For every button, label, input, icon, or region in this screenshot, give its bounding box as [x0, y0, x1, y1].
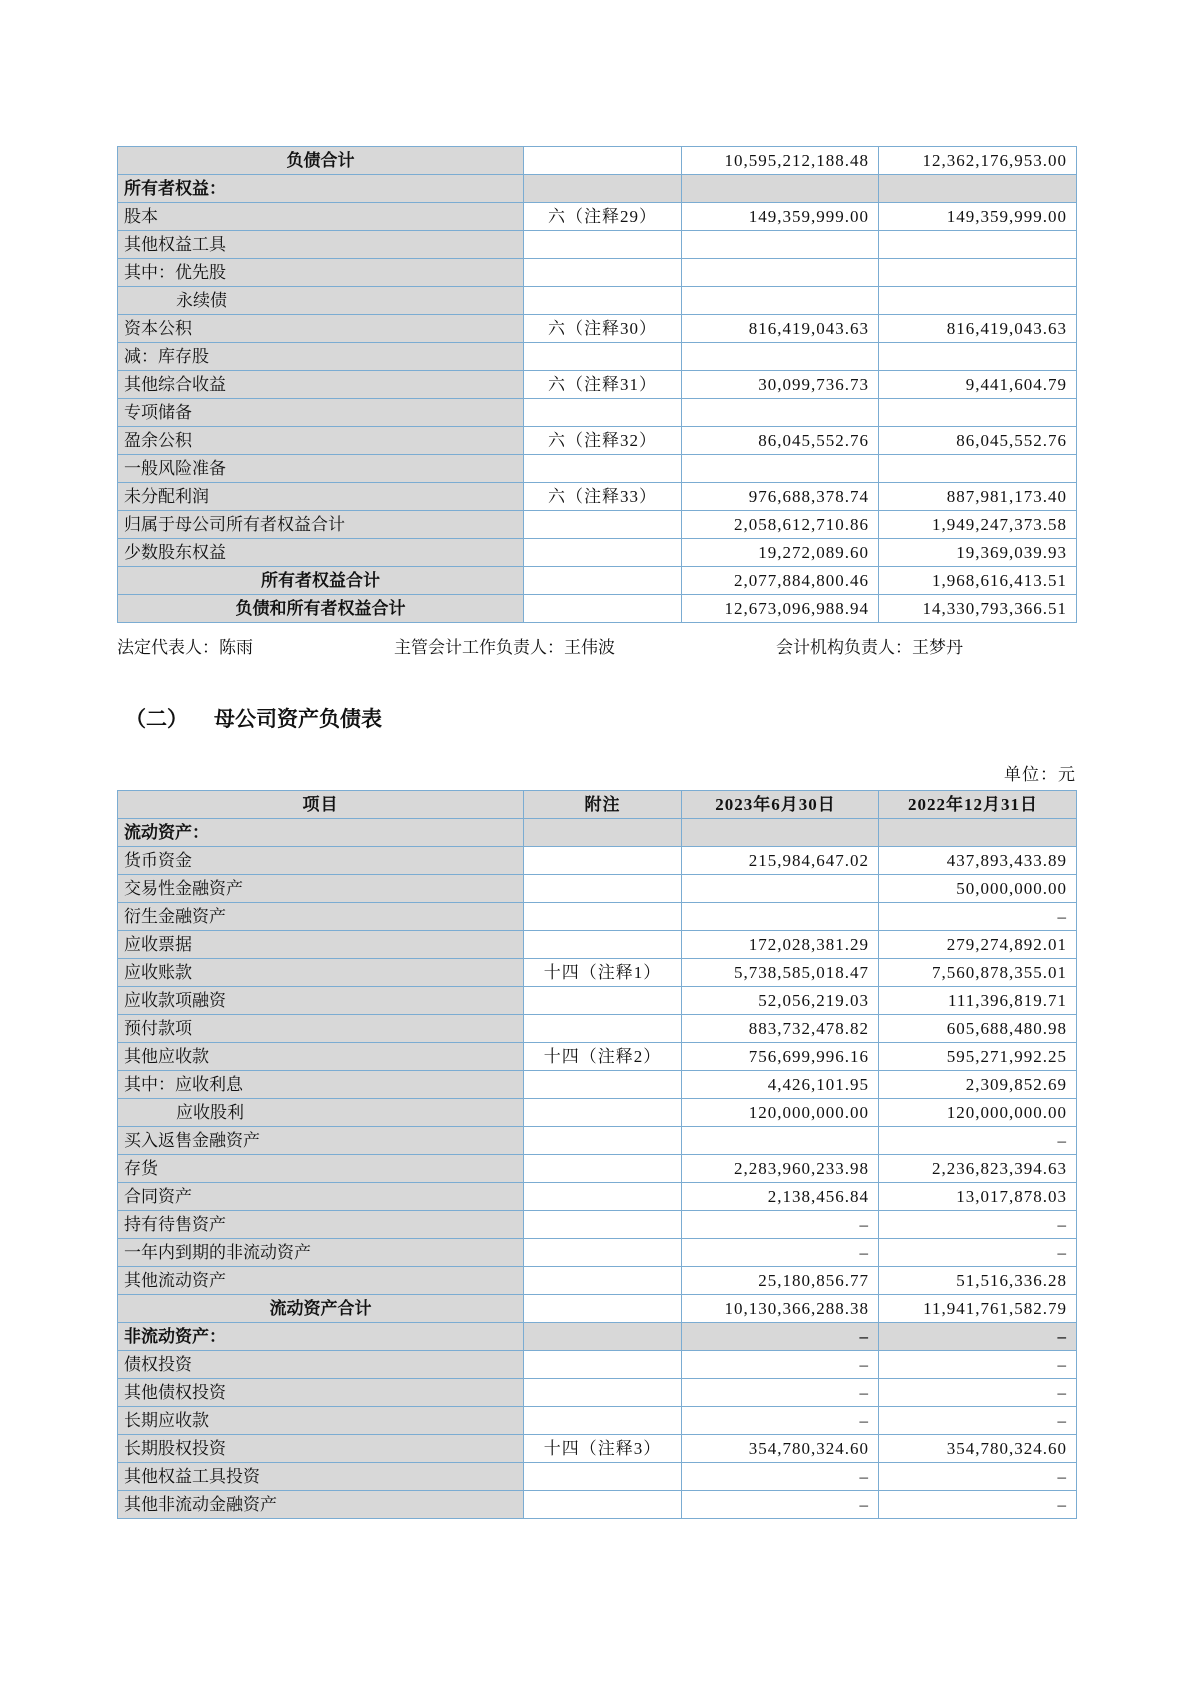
section-heading — [125, 704, 382, 734]
value-current-cell: 10,130,366,288.38 — [682, 1295, 879, 1323]
note-cell — [524, 147, 682, 175]
value-current-cell: 120,000,000.00 — [682, 1099, 879, 1127]
note-cell — [524, 1015, 682, 1043]
value-current-cell: 2,283,960,233.98 — [682, 1155, 879, 1183]
table-row — [118, 903, 1077, 931]
value-current-cell: 52,056,219.03 — [682, 987, 879, 1015]
item-cell: 非流动资产： — [118, 1323, 524, 1351]
value-current-cell: 756,699,996.16 — [682, 1043, 879, 1071]
value-prior-cell: 9,441,604.79 — [879, 371, 1077, 399]
value-prior-cell: 120,000,000.00 — [879, 1099, 1077, 1127]
note-cell — [524, 987, 682, 1015]
note-cell — [524, 1323, 682, 1351]
item-cell: 存货 — [118, 1155, 524, 1183]
note-cell — [524, 1183, 682, 1211]
table-row — [118, 1127, 1077, 1155]
value-prior-cell: 887,981,173.40 — [879, 483, 1077, 511]
chief-accountant-label: 主管会计工作负责人：王伟波 — [394, 638, 615, 657]
note-cell — [524, 539, 682, 567]
note-cell: 十四（注释2） — [524, 1043, 682, 1071]
table-row — [118, 1211, 1077, 1239]
note-cell: 十四（注释3） — [524, 1435, 682, 1463]
item-cell: 所有者权益合计 — [118, 567, 524, 595]
column-header: 项目 — [118, 791, 524, 819]
note-cell — [524, 931, 682, 959]
table-row — [118, 511, 1077, 539]
item-cell: 其中：应收利息 — [118, 1071, 524, 1099]
value-prior-cell: – — [879, 1211, 1077, 1239]
value-prior-cell: – — [879, 1239, 1077, 1267]
value-current-cell: 12,673,096,988.94 — [682, 595, 879, 623]
table-row — [118, 987, 1077, 1015]
value-current-cell — [682, 259, 879, 287]
value-prior-cell: 149,359,999.00 — [879, 203, 1077, 231]
value-current-cell — [682, 343, 879, 371]
table-row — [118, 399, 1077, 427]
column-header: 2022年12月31日 — [879, 791, 1077, 819]
note-cell — [524, 1155, 682, 1183]
table-row — [118, 1491, 1077, 1519]
table-row — [118, 175, 1077, 203]
note-cell — [524, 1491, 682, 1519]
value-current-cell: – — [682, 1211, 879, 1239]
item-cell: 应收股利 — [118, 1099, 524, 1127]
table-row — [118, 595, 1077, 623]
value-current-cell: 19,272,089.60 — [682, 539, 879, 567]
table-row — [118, 1351, 1077, 1379]
item-cell: 货币资金 — [118, 847, 524, 875]
note-cell: 六（注释33） — [524, 483, 682, 511]
value-prior-cell: 12,362,176,953.00 — [879, 147, 1077, 175]
note-cell — [524, 1351, 682, 1379]
value-prior-cell: 437,893,433.89 — [879, 847, 1077, 875]
value-prior-cell: 86,045,552.76 — [879, 427, 1077, 455]
table-row — [118, 819, 1077, 847]
value-current-cell: – — [682, 1351, 879, 1379]
value-current-cell: 86,045,552.76 — [682, 427, 879, 455]
value-prior-cell: 11,941,761,582.79 — [879, 1295, 1077, 1323]
value-current-cell — [682, 875, 879, 903]
note-cell — [524, 399, 682, 427]
item-cell: 其中：优先股 — [118, 259, 524, 287]
note-cell — [524, 511, 682, 539]
item-cell: 永续债 — [118, 287, 524, 315]
note-cell: 六（注释30） — [524, 315, 682, 343]
value-prior-cell: 354,780,324.60 — [879, 1435, 1077, 1463]
item-cell: 专项储备 — [118, 399, 524, 427]
note-cell — [524, 287, 682, 315]
note-cell — [524, 819, 682, 847]
table-row — [118, 1155, 1077, 1183]
value-current-cell: – — [682, 1491, 879, 1519]
table-row — [118, 875, 1077, 903]
value-current-cell — [682, 175, 879, 203]
item-cell: 所有者权益： — [118, 175, 524, 203]
consolidated-balance-sheet-table — [117, 146, 1077, 623]
value-prior-cell — [879, 287, 1077, 315]
section-index: （二） — [125, 707, 188, 731]
value-prior-cell — [879, 399, 1077, 427]
table-row — [118, 203, 1077, 231]
item-cell: 归属于母公司所有者权益合计 — [118, 511, 524, 539]
table-row — [118, 931, 1077, 959]
value-prior-cell: – — [879, 903, 1077, 931]
value-prior-cell: 111,396,819.71 — [879, 987, 1077, 1015]
table-row — [118, 231, 1077, 259]
item-cell: 其他应收款 — [118, 1043, 524, 1071]
value-prior-cell: – — [879, 1379, 1077, 1407]
value-prior-cell: – — [879, 1463, 1077, 1491]
table-row — [118, 315, 1077, 343]
table-row — [118, 1379, 1077, 1407]
value-current-cell: – — [682, 1407, 879, 1435]
value-current-cell: 5,738,585,018.47 — [682, 959, 879, 987]
value-prior-cell — [879, 343, 1077, 371]
value-prior-cell: 1,949,247,373.58 — [879, 511, 1077, 539]
value-prior-cell: 816,419,043.63 — [879, 315, 1077, 343]
value-prior-cell: – — [879, 1323, 1077, 1351]
table-row — [118, 567, 1077, 595]
item-cell: 资本公积 — [118, 315, 524, 343]
value-current-cell: 2,077,884,800.46 — [682, 567, 879, 595]
table-row — [118, 1435, 1077, 1463]
value-current-cell: 149,359,999.00 — [682, 203, 879, 231]
table-row — [118, 1015, 1077, 1043]
value-prior-cell: – — [879, 1407, 1077, 1435]
value-prior-cell — [879, 231, 1077, 259]
table-row — [118, 1099, 1077, 1127]
unit-label: 单位：元 — [1004, 765, 1076, 784]
value-prior-cell: 14,330,793,366.51 — [879, 595, 1077, 623]
value-current-cell — [682, 399, 879, 427]
value-prior-cell: 595,271,992.25 — [879, 1043, 1077, 1071]
note-cell — [524, 595, 682, 623]
value-prior-cell: – — [879, 1491, 1077, 1519]
note-cell — [524, 175, 682, 203]
value-prior-cell — [879, 259, 1077, 287]
table-row — [118, 1071, 1077, 1099]
table-row — [118, 539, 1077, 567]
value-prior-cell: 1,968,616,413.51 — [879, 567, 1077, 595]
item-cell: 一般风险准备 — [118, 455, 524, 483]
parent-company-balance-sheet-table — [117, 790, 1077, 1519]
value-current-cell: – — [682, 1239, 879, 1267]
value-current-cell: 215,984,647.02 — [682, 847, 879, 875]
note-cell — [524, 567, 682, 595]
value-prior-cell: 51,516,336.28 — [879, 1267, 1077, 1295]
table-row — [118, 847, 1077, 875]
note-cell — [524, 1099, 682, 1127]
item-cell: 其他债权投资 — [118, 1379, 524, 1407]
table-row — [118, 1239, 1077, 1267]
value-prior-cell — [879, 819, 1077, 847]
table-row — [118, 371, 1077, 399]
note-cell — [524, 231, 682, 259]
item-cell: 其他权益工具投资 — [118, 1463, 524, 1491]
table-row — [118, 483, 1077, 511]
note-cell — [524, 847, 682, 875]
value-current-cell: 25,180,856.77 — [682, 1267, 879, 1295]
table-row — [118, 147, 1077, 175]
table-row — [118, 343, 1077, 371]
value-current-cell: 30,099,736.73 — [682, 371, 879, 399]
value-current-cell: – — [682, 1323, 879, 1351]
value-current-cell: 976,688,378.74 — [682, 483, 879, 511]
note-cell — [524, 1379, 682, 1407]
table-header-row — [118, 791, 1077, 819]
note-cell — [524, 1127, 682, 1155]
note-cell — [524, 1295, 682, 1323]
item-cell: 流动资产合计 — [118, 1295, 524, 1323]
note-cell — [524, 1211, 682, 1239]
table-row — [118, 1183, 1077, 1211]
item-cell: 债权投资 — [118, 1351, 524, 1379]
value-current-cell: 4,426,101.95 — [682, 1071, 879, 1099]
table-row — [118, 1463, 1077, 1491]
column-header: 附注 — [524, 791, 682, 819]
value-current-cell: – — [682, 1463, 879, 1491]
value-prior-cell: – — [879, 1351, 1077, 1379]
item-cell: 应收账款 — [118, 959, 524, 987]
item-cell: 减：库存股 — [118, 343, 524, 371]
value-prior-cell — [879, 455, 1077, 483]
item-cell: 其他流动资产 — [118, 1267, 524, 1295]
table-row — [118, 1407, 1077, 1435]
item-cell: 应收款项融资 — [118, 987, 524, 1015]
note-cell — [524, 259, 682, 287]
item-cell: 盈余公积 — [118, 427, 524, 455]
item-cell: 持有待售资产 — [118, 1211, 524, 1239]
item-cell: 衍生金融资产 — [118, 903, 524, 931]
table-row — [118, 1043, 1077, 1071]
note-cell: 六（注释32） — [524, 427, 682, 455]
value-current-cell: 816,419,043.63 — [682, 315, 879, 343]
note-cell — [524, 903, 682, 931]
value-prior-cell: 2,309,852.69 — [879, 1071, 1077, 1099]
value-current-cell: – — [682, 1379, 879, 1407]
item-cell: 长期应收款 — [118, 1407, 524, 1435]
note-cell — [524, 1239, 682, 1267]
note-cell: 六（注释31） — [524, 371, 682, 399]
table-row — [118, 427, 1077, 455]
value-current-cell — [682, 287, 879, 315]
value-current-cell — [682, 819, 879, 847]
value-current-cell — [682, 231, 879, 259]
column-header: 2023年6月30日 — [682, 791, 879, 819]
table-row — [118, 1295, 1077, 1323]
value-prior-cell: 50,000,000.00 — [879, 875, 1077, 903]
item-cell: 负债合计 — [118, 147, 524, 175]
item-cell: 其他综合收益 — [118, 371, 524, 399]
table-row — [118, 287, 1077, 315]
note-cell — [524, 455, 682, 483]
item-cell: 一年内到期的非流动资产 — [118, 1239, 524, 1267]
item-cell: 应收票据 — [118, 931, 524, 959]
value-prior-cell: 7,560,878,355.01 — [879, 959, 1077, 987]
value-current-cell — [682, 455, 879, 483]
value-prior-cell: 605,688,480.98 — [879, 1015, 1077, 1043]
item-cell: 未分配利润 — [118, 483, 524, 511]
table-row — [118, 455, 1077, 483]
note-cell — [524, 1071, 682, 1099]
item-cell: 合同资产 — [118, 1183, 524, 1211]
note-cell — [524, 875, 682, 903]
table-row — [118, 1267, 1077, 1295]
value-prior-cell: – — [879, 1127, 1077, 1155]
note-cell — [524, 1463, 682, 1491]
accounting-head-label: 会计机构负责人：王梦丹 — [776, 638, 963, 657]
value-current-cell: 172,028,381.29 — [682, 931, 879, 959]
item-cell: 预付款项 — [118, 1015, 524, 1043]
value-prior-cell: 13,017,878.03 — [879, 1183, 1077, 1211]
value-current-cell: 2,138,456.84 — [682, 1183, 879, 1211]
item-cell: 买入返售金融资产 — [118, 1127, 524, 1155]
legal-representative-label: 法定代表人：陈雨 — [117, 638, 253, 657]
note-cell: 六（注释29） — [524, 203, 682, 231]
note-cell — [524, 1407, 682, 1435]
item-cell: 少数股东权益 — [118, 539, 524, 567]
value-current-cell: 354,780,324.60 — [682, 1435, 879, 1463]
note-cell — [524, 1267, 682, 1295]
value-prior-cell: 19,369,039.93 — [879, 539, 1077, 567]
item-cell: 流动资产： — [118, 819, 524, 847]
value-prior-cell: 279,274,892.01 — [879, 931, 1077, 959]
value-prior-cell: 2,236,823,394.63 — [879, 1155, 1077, 1183]
signature-line — [117, 636, 1076, 660]
value-current-cell: 10,595,212,188.48 — [682, 147, 879, 175]
value-prior-cell — [879, 175, 1077, 203]
value-current-cell — [682, 1127, 879, 1155]
note-cell — [524, 343, 682, 371]
value-current-cell: 883,732,478.82 — [682, 1015, 879, 1043]
item-cell: 其他权益工具 — [118, 231, 524, 259]
table-row — [118, 1323, 1077, 1351]
item-cell: 长期股权投资 — [118, 1435, 524, 1463]
item-cell: 交易性金融资产 — [118, 875, 524, 903]
table-row — [118, 959, 1077, 987]
value-current-cell: 2,058,612,710.86 — [682, 511, 879, 539]
item-cell: 负债和所有者权益合计 — [118, 595, 524, 623]
table-row — [118, 259, 1077, 287]
item-cell: 股本 — [118, 203, 524, 231]
section-title: 母公司资产负债表 — [214, 707, 382, 731]
item-cell: 其他非流动金融资产 — [118, 1491, 524, 1519]
note-cell: 十四（注释1） — [524, 959, 682, 987]
value-current-cell — [682, 903, 879, 931]
